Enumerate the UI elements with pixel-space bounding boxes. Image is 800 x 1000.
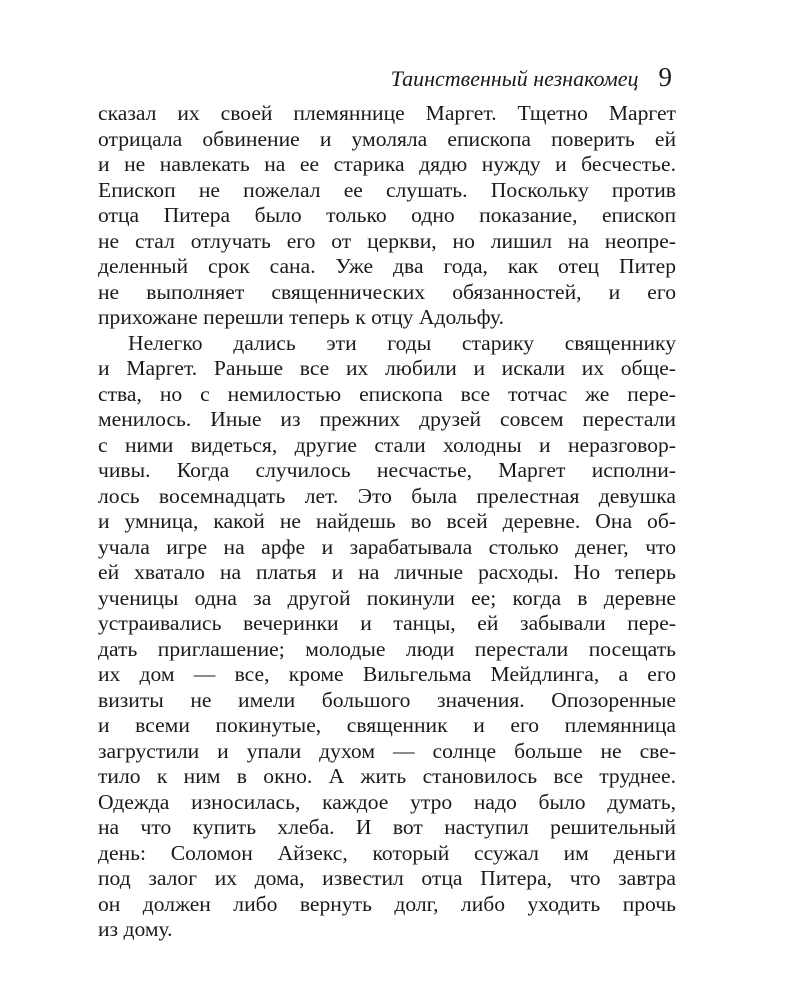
text-line: на что купить хлеба. И вот наступил решительный: [98, 815, 676, 839]
page-number: 9: [658, 62, 672, 92]
paragraph: [98, 331, 676, 943]
text-line: и не навлекать на ее старика дядю нужду и бесчестье.: [98, 152, 676, 176]
text-line: не выполняет священнических обязанностей, и его: [98, 279, 676, 304]
text-line: под залог их дома, известил отца Питера, что завтра: [98, 866, 676, 890]
text-line: деленный срок сана. Уже два года, как отец Питер: [98, 254, 676, 278]
text-line: лось восемнадцать лет. Это была прелестная девушка: [98, 483, 676, 508]
text-line: отца Питера было только одно показание, епископ: [98, 203, 676, 227]
text-line: Епископ не пожелал ее слушать. Поскольку против: [98, 177, 676, 202]
text-line: ей хватало на платья и на личные расходы. Но теперь: [98, 560, 676, 584]
text-line: ства, но с немилостью епископа все тотчас же пере-: [98, 381, 676, 406]
running-head: [391, 62, 672, 94]
text-line: с ними видеться, другие стали холодны и неразговор-: [98, 432, 676, 457]
text-line: устраивались вечеринки и танцы, ей забывали пере-: [98, 611, 676, 635]
text-line: дать приглашение; молодые люди перестали посещать: [98, 636, 676, 661]
text-line: сказал их своей племяннице Маргет. Тщетно Маргет: [98, 101, 676, 125]
text-line: чивы. Когда случилось несчастье, Маргет исполни-: [98, 458, 676, 482]
text-line: отрицала обвинение и умоляла епископа поверить ей: [98, 126, 676, 151]
body-text: [98, 101, 676, 943]
paragraph: [98, 101, 676, 331]
running-head-title: Таинственный незнакомец: [390, 66, 639, 91]
text-line: и Маргет. Раньше все их любили и искали их обще-: [98, 356, 676, 380]
text-line: ученицы одна за другой покинули ее; когда в деревне: [98, 585, 676, 610]
text-line: из дому.: [98, 917, 173, 941]
text-line: их дом — все, кроме Вильгельма Мейдлинга, а его: [98, 662, 676, 686]
text-line: не стал отлучать его от церкви, но лишил на неопре-: [98, 228, 676, 253]
text-line: учала игре на арфе и зарабатывала столько денег, что: [98, 534, 676, 559]
text-line: и всеми покинутые, священник и его племянница: [98, 713, 676, 737]
text-line: и умница, какой не найдешь во всей деревне. Она об-: [98, 509, 676, 533]
text-line: прихожане перешли теперь к отцу Адольфу.: [98, 305, 505, 329]
text-line: тило к ним в окно. А жить становилось все труднее.: [98, 764, 676, 788]
text-line: Нелегко дались эти годы старику священнику: [128, 330, 676, 355]
text-line: загрустили и упали духом — солнце больше не све-: [98, 738, 676, 763]
text-line: день: Соломон Айзекс, который ссужал им деньги: [98, 840, 676, 865]
text-line: Одежда износилась, каждое утро надо было думать,: [98, 789, 676, 814]
text-line: визиты не имели большого значения. Опозоренные: [98, 687, 676, 712]
text-line: менилось. Иные из прежних друзей совсем перестали: [98, 407, 676, 431]
text-line: он должен либо вернуть долг, либо уходить прочь: [98, 891, 676, 916]
